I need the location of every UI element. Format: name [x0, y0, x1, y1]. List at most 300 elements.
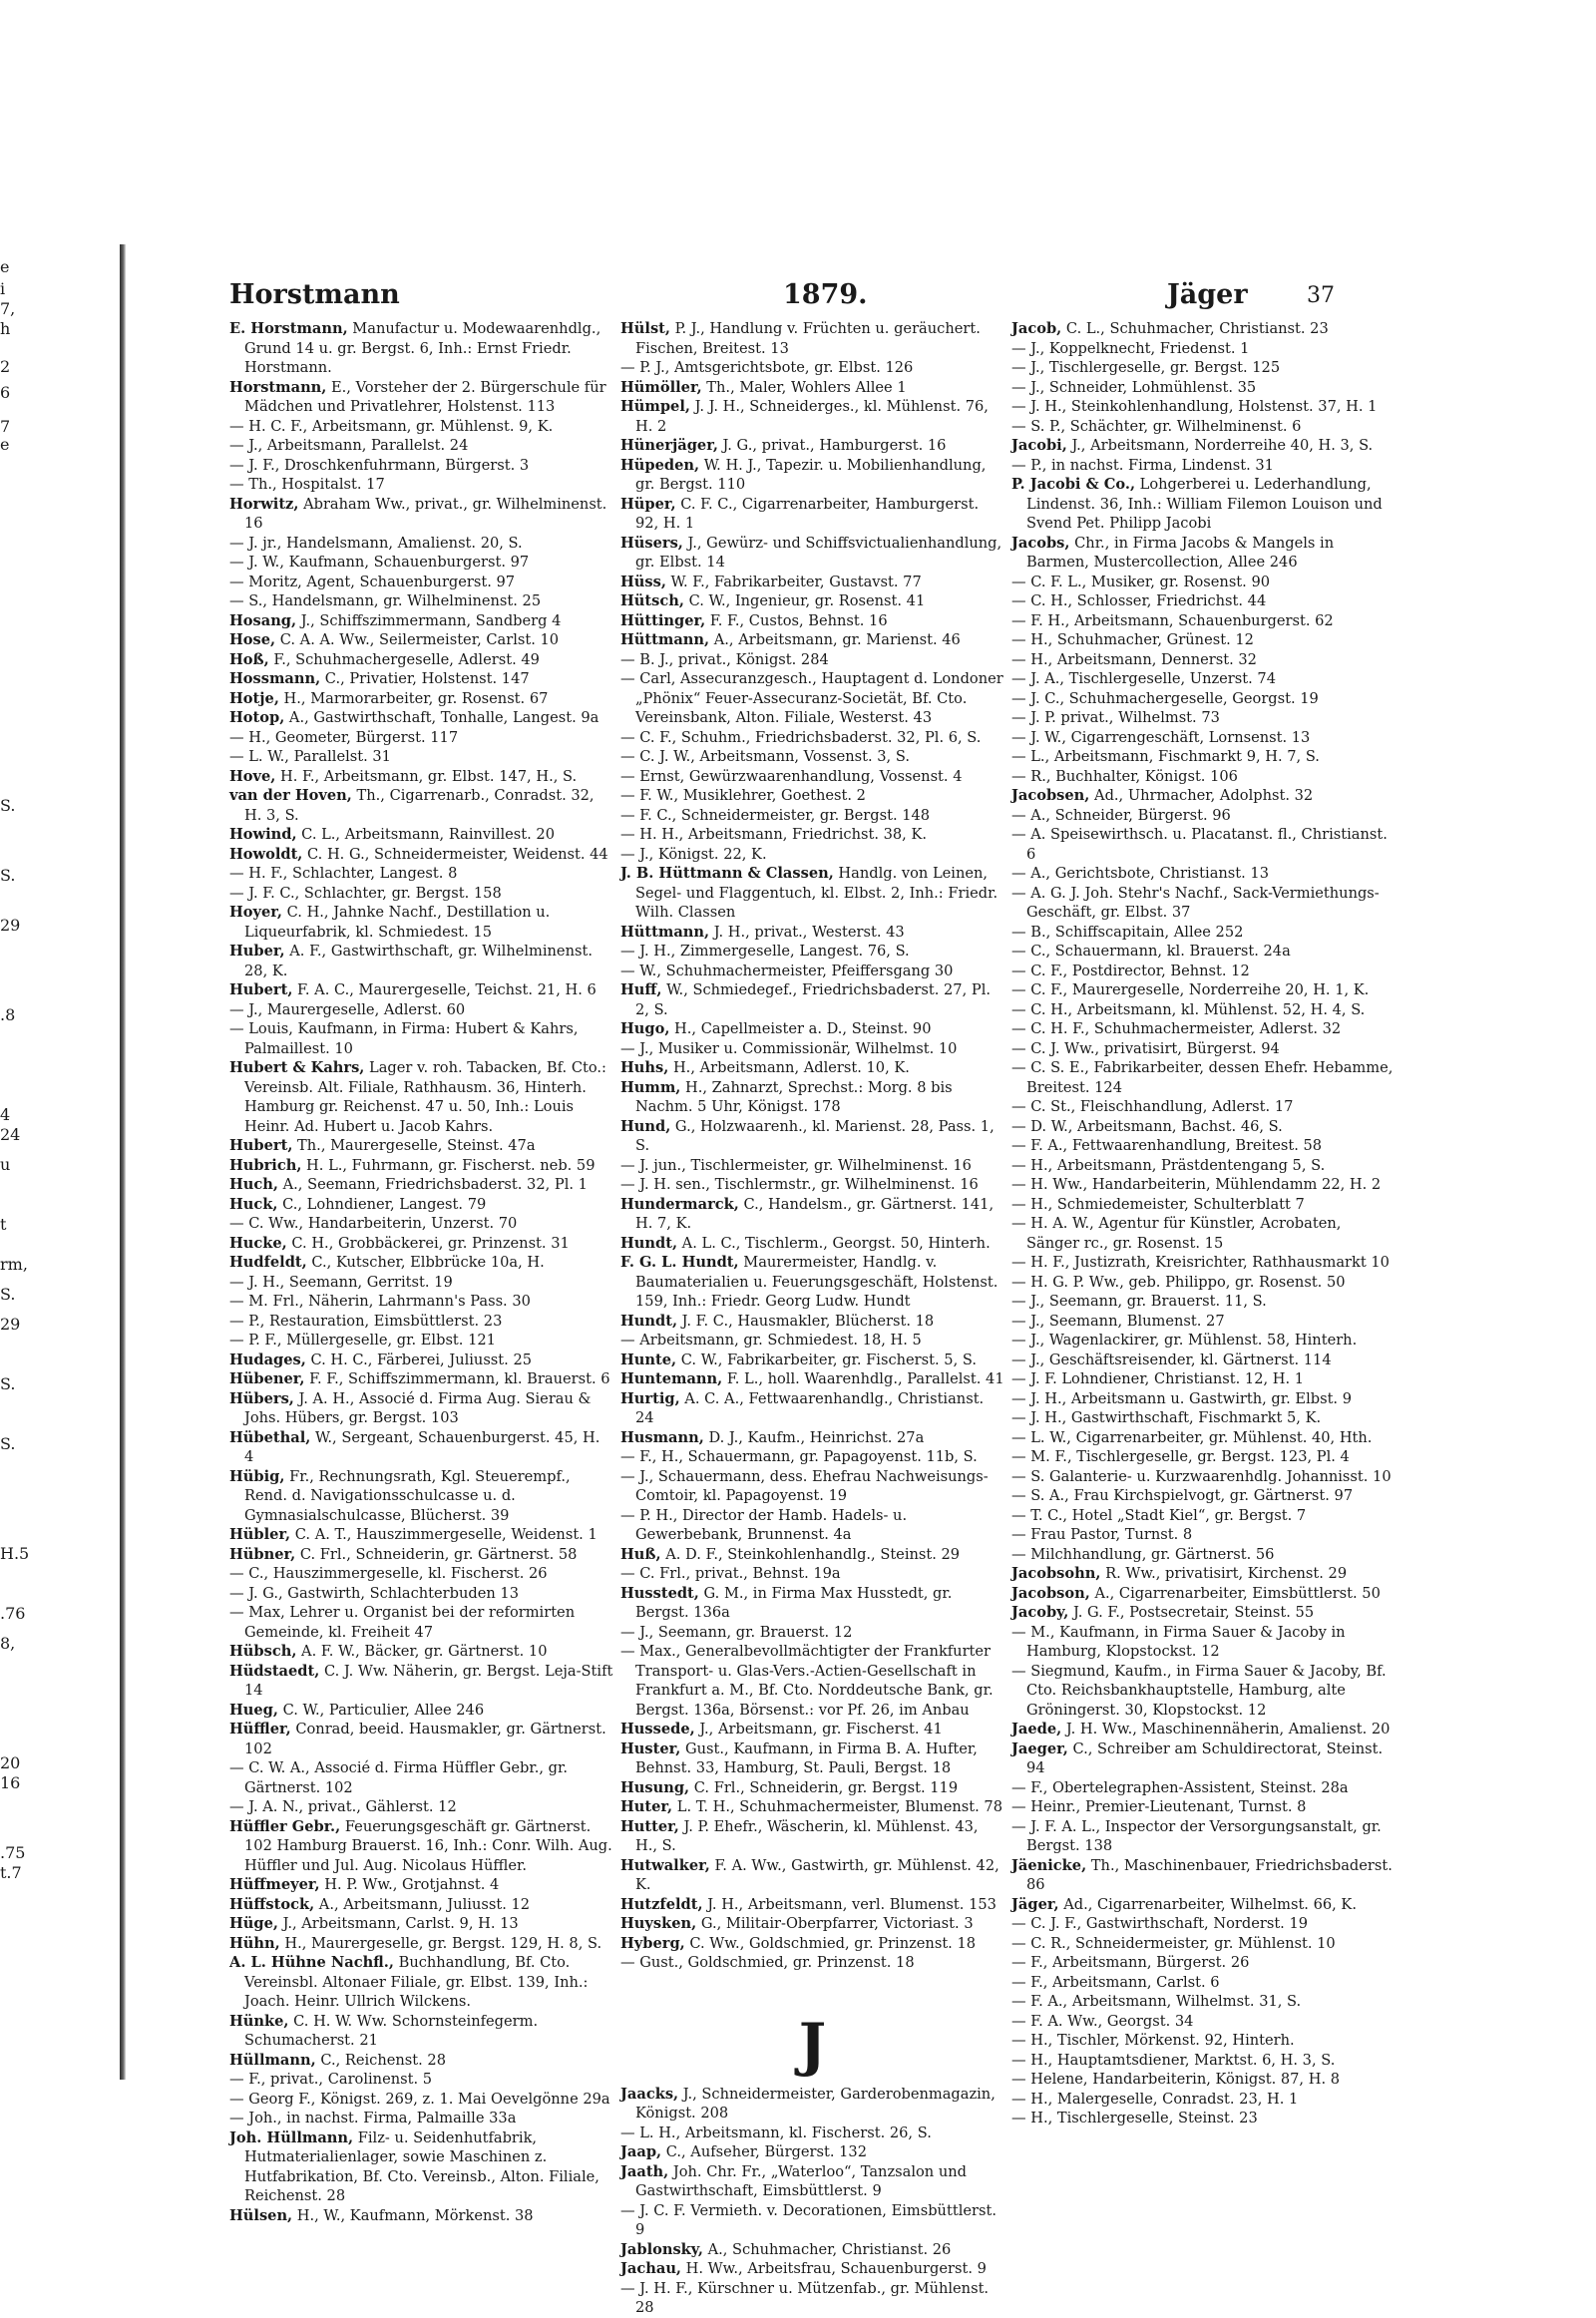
directory-entry [229, 1195, 613, 1215]
entry-details: — J. F. C., Schlachter, gr. Bergst. 158 [229, 884, 502, 902]
margin-fragment: .8 [0, 1005, 16, 1024]
entry-details: A., Seemann, Friedrichsbaderst. 32, Pl. 1 [277, 1176, 588, 1193]
entry-details: C., Lohndiener, Langest. 79 [277, 1195, 487, 1213]
entry-name: Huter, [620, 1798, 673, 1815]
entry-name: Hosang, [229, 611, 297, 629]
directory-entry [1011, 962, 1396, 981]
entry-details: — J. W., Kaufmann, Schauenburgerst. 97 [229, 554, 530, 571]
entry-details: A. F. W., Bäcker, gr. Gärtnerst. 10 [296, 1643, 548, 1660]
entry-details: — H. Ww., Handarbeiterin, Mühlendamm 22, H. 2 [1011, 1176, 1382, 1193]
entry-name: Joh. Hüllmann, [229, 2128, 354, 2146]
entry-details: — F., Obertelegraphen-Assistent, Steinst. 28a [1011, 1778, 1349, 1796]
directory-entry [1011, 1778, 1396, 1798]
directory-entry [229, 903, 613, 942]
directory-entry [620, 591, 1004, 611]
directory-entry [1011, 1623, 1396, 1662]
entry-name: Hundt, [620, 1234, 678, 1252]
entry-name: Hoyer, [229, 904, 282, 921]
entry-details: — J., Koppelknecht, Friedenst. 1 [1011, 339, 1250, 357]
directory-entry [620, 456, 1004, 495]
directory-entry [1011, 1039, 1396, 1059]
entry-name: Jacobsen, [1011, 787, 1090, 804]
directory-entry [229, 1758, 613, 1797]
directory-entry [229, 708, 613, 728]
entry-details: J., Schneidermeister, Garderobenmagazin, Königst. 208 [635, 2085, 996, 2122]
entry-details: W. F., Fabrikarbeiter, Gustavst. 77 [665, 573, 922, 590]
directory-entry [229, 1273, 613, 1293]
entry-name: Jacobi, [1011, 437, 1067, 454]
directory-entry [1011, 1117, 1396, 1137]
directory-entry [1011, 1214, 1396, 1253]
entry-details: — M. Frl., Näherin, Lahrmann's Pass. 30 [229, 1293, 531, 1310]
directory-entry [229, 1934, 613, 1954]
entry-details: — P. H., Director der Hamb. Hadels- u. Gewerbebank, Brunnenst. 4a [620, 1506, 908, 1543]
entry-details: — Th., Hospitalst. 17 [229, 476, 385, 493]
entry-name: Jaede, [1011, 1721, 1062, 1738]
entry-name: Hudages, [229, 1351, 306, 1368]
directory-entry [229, 669, 613, 689]
entry-details: J., Gewürz- und Schiffsvictualienhandlung, gr. Elbst. 14 [635, 534, 1002, 571]
entry-name: Huhs, [620, 1059, 669, 1076]
entry-details: — C., Hauszimmergeselle, kl. Fischerst. 26 [229, 1565, 548, 1582]
entry-details: P. J., Handlung v. Früchten u. geräuchert. Fischen, Breitest. 13 [635, 320, 981, 357]
entry-details: — J., Seemann, Blumenst. 27 [1011, 1312, 1225, 1330]
entry-details: — L. H., Arbeitsmann, kl. Fischerst. 26, S. [620, 2124, 932, 2141]
directory-entry [1011, 378, 1396, 398]
entry-details: — J., Musiker u. Commissionär, Wilhelmst. 10 [620, 1039, 958, 1057]
entry-name: Husung, [620, 1778, 690, 1796]
entry-details: A. F., Gastwirthschaft, gr. Wilhelminenst. 28, K. [244, 943, 593, 979]
entry-details: — H., Tischlergeselle, Steinst. 23 [1011, 2110, 1258, 2126]
directory-entry [620, 1039, 1004, 1059]
entry-details: — J. H., Zimmergeselle, Langest. 76, S. [620, 943, 910, 960]
directory-entry [1011, 942, 1396, 962]
entry-name: Hüffler, [229, 1721, 291, 1738]
directory-entry [229, 2070, 613, 2090]
directory-entry [229, 2206, 613, 2226]
entry-details: J. P. Ehefr., Wäscherin, kl. Mühlenst. 43, H., S. [635, 1817, 979, 1854]
entry-name: Hütsch, [620, 592, 684, 609]
directory-entry [1011, 864, 1396, 884]
entry-details: J. H., Arbeitsmann, verl. Blumenst. 153 [702, 1895, 997, 1913]
entry-details: — J., Geschäftsreisender, kl. Gärtnerst. 114 [1011, 1351, 1332, 1368]
entry-name: P. Jacobi & Co., [1011, 476, 1136, 493]
entry-details: — J. H., Arbeitsmann u. Gastwirth, gr. Elbst. 9 [1011, 1389, 1352, 1407]
directory-column-2 [620, 319, 1004, 2318]
directory-entry [1011, 1934, 1396, 1954]
directory-column-1 [229, 319, 613, 2225]
directory-entry [229, 1019, 613, 1058]
entry-details: — H. F., Schlachter, Langest. 8 [229, 865, 458, 882]
entry-details: — Frau Pastor, Turnst. 8 [1011, 1526, 1193, 1543]
entry-name: Hünke, [229, 2012, 289, 2030]
directory-entry [1011, 1447, 1396, 1467]
directory-entry [229, 767, 613, 787]
entry-name: Hubrich, [229, 1156, 302, 1174]
entry-name: Hüllmann, [229, 2051, 316, 2069]
directory-entry [620, 1778, 1004, 1798]
entry-name: Hund, [620, 1117, 671, 1135]
entry-details: — F. C., Schneidermeister, gr. Bergst. 148 [620, 806, 931, 824]
entry-details: L. T. H., Schuhmachermeister, Blumenst. 78 [672, 1798, 1002, 1815]
directory-entry [620, 2259, 1004, 2279]
entry-details: F. A. Ww., Gastwirth, gr. Mühlenst. 42, K. [635, 1856, 999, 1893]
directory-entry [1011, 397, 1396, 417]
entry-details: F. A. C., Maurergeselle, Teichst. 21, H. 6 [292, 981, 597, 998]
directory-entry [620, 1797, 1004, 1817]
entry-details: J. H., privat., Westerst. 43 [709, 923, 905, 941]
margin-fragment: S. [0, 796, 16, 815]
directory-entry [229, 1292, 613, 1312]
directory-entry [1011, 1351, 1396, 1370]
entry-details: — H., Tischler, Mörkenst. 92, Hinterh. [1011, 2032, 1295, 2049]
entry-details: — C. S. E., Fabrikarbeiter, dessen Ehefr. Hebamme, Breitest. 124 [1011, 1059, 1394, 1096]
entry-details: — H. F., Justizrath, Kreisrichter, Rathhausmarkt 10 [1011, 1254, 1390, 1271]
directory-entry [229, 942, 613, 980]
entry-details: W., Sergeant, Schauenburgerst. 45, H. 4 [244, 1428, 600, 1465]
directory-entry [620, 1195, 1004, 1234]
entry-details: — R., Buchhalter, Königst. 106 [1011, 767, 1238, 785]
margin-fragment: S. [0, 1285, 16, 1304]
directory-entry [620, 358, 1004, 378]
entry-details: J. F. C., Hausmakler, Blücherst. 18 [677, 1312, 935, 1330]
directory-entry [1011, 2109, 1396, 2128]
entry-details: C. L., Arbeitsmann, Rainvillest. 20 [296, 826, 556, 843]
directory-entry [1011, 1312, 1396, 1332]
directory-entry [1011, 1195, 1396, 1215]
directory-entry [620, 864, 1004, 923]
directory-entry [229, 980, 613, 1000]
directory-entry [620, 1058, 1004, 1078]
entry-name: Hubert & Kahrs, [229, 1059, 365, 1076]
entry-details: F., Schuhmachergeselle, Adlerst. 49 [268, 650, 540, 668]
directory-entry [229, 2128, 613, 2206]
entry-name: Hyberg, [620, 1934, 685, 1952]
entry-details: — F. A., Arbeitsmann, Wilhelmst. 31, S. [1011, 1993, 1302, 2010]
directory-entry [1011, 1720, 1396, 1739]
directory-entry [1011, 1739, 1396, 1778]
directory-entry [1011, 1662, 1396, 1721]
directory-entry [1011, 767, 1396, 787]
directory-entry [1011, 1292, 1396, 1312]
entry-details: Ad., Cigarrenarbeiter, Wilhelmst. 66, K. [1058, 1895, 1357, 1913]
margin-fragment: i [0, 279, 6, 298]
directory-entry [620, 747, 1004, 767]
entry-details: G., Holzwaarenh., kl. Marienst. 28, Pass. 1, S. [635, 1117, 995, 1154]
entry-name: Huck, [229, 1195, 278, 1213]
directory-entry [620, 534, 1004, 573]
entry-details: — C. H. F., Schuhmachermeister, Adlerst. 32 [1011, 1020, 1342, 1037]
directory-entry [229, 1136, 613, 1156]
entry-name: Hutter, [620, 1817, 679, 1835]
directory-entry [620, 1506, 1004, 1545]
directory-entry [229, 1312, 613, 1332]
entry-details: — F., Arbeitsmann, Bürgerst. 26 [1011, 1954, 1250, 1971]
directory-entry [620, 2124, 1004, 2143]
margin-fragment: .76 [0, 1604, 26, 1623]
entry-name: Hüttmann, [620, 631, 710, 648]
directory-entry [1011, 417, 1396, 437]
directory-entry [229, 495, 613, 534]
directory-entry [620, 1117, 1004, 1156]
entry-details: — J. C. F. Vermieth. v. Decorationen, Eimsbüttlerst. 9 [620, 2201, 997, 2238]
entry-details: — H., Schmiedemeister, Schulterblatt 7 [1011, 1195, 1305, 1213]
directory-entry [1011, 630, 1396, 650]
directory-entry [1011, 475, 1396, 534]
directory-entry [229, 1701, 613, 1721]
directory-entry [1011, 1273, 1396, 1293]
entry-details: H. P. Ww., Grotjahnst. 4 [319, 1876, 500, 1893]
margin-fragment: 4 [0, 1105, 11, 1124]
directory-entry [229, 1914, 613, 1934]
directory-entry [1011, 1914, 1396, 1934]
entry-details: — Louis, Kaufmann, in Firma: Hubert & Kahrs, Palmaillest. 10 [229, 1020, 579, 1057]
entry-details: — P. J., Amtsgerichtsbote, gr. Elbst. 126 [620, 359, 914, 376]
margin-fragment: t [0, 1215, 7, 1234]
directory-entry [620, 2162, 1004, 2201]
entry-details: — A., Gerichtsbote, Christianst. 13 [1011, 865, 1269, 882]
margin-fragment: H.5 [0, 1544, 30, 1563]
directory-entry [229, 1234, 613, 1254]
directory-entry [620, 1019, 1004, 1039]
entry-name: Jäger, [1011, 1895, 1059, 1913]
directory-entry [229, 1642, 613, 1662]
directory-entry [620, 1953, 1004, 1973]
directory-entry [1011, 1817, 1396, 1856]
entry-details: J. G. F., Postsecretair, Steinst. 55 [1068, 1604, 1315, 1621]
entry-details: C. W., Fabrikarbeiter, gr. Fischerst. 5, S. [676, 1351, 977, 1368]
directory-entry [1011, 923, 1396, 943]
entry-name: Hunte, [620, 1351, 677, 1368]
entry-details: — H. G. P. Ww., geb. Philippo, gr. Rosenst. 50 [1011, 1273, 1346, 1291]
directory-entry [1011, 1973, 1396, 1993]
directory-entry [229, 573, 613, 592]
directory-entry [620, 1078, 1004, 1117]
entry-details: C. Ww., Goldschmied, gr. Prinzenst. 18 [684, 1934, 977, 1952]
entry-name: van der Hoven, [229, 787, 352, 804]
directory-entry [1011, 1253, 1396, 1273]
directory-column-3 [1011, 319, 1396, 2128]
entry-details: Gust., Kaufmann, in Firma B. A. Hufter, Behnst. 33, Hamburg, St. Pauli, Bergst. 18 [635, 1739, 978, 1776]
directory-entry [620, 2085, 1004, 2124]
entry-details: Th., Maurergeselle, Steinst. 47a [292, 1137, 536, 1154]
directory-entry [1011, 1156, 1396, 1176]
entry-details: J. A. H., Associé d. Firma Aug. Sierau & Johs. Hübers, gr. Bergst. 103 [244, 1389, 592, 1426]
directory-entry [620, 669, 1004, 728]
directory-entry [229, 436, 613, 456]
entry-name: Hüffler Gebr., [229, 1817, 341, 1835]
directory-entry [620, 1914, 1004, 1934]
directory-entry [229, 1875, 613, 1895]
directory-entry [1011, 689, 1396, 709]
entry-details: — H., Schuhmacher, Grünest. 12 [1011, 631, 1254, 648]
entry-details: D. J., Kaufm., Heinrichst. 27a [703, 1428, 925, 1446]
margin-fragment: .75 [0, 1843, 26, 1862]
directory-entry [1011, 2051, 1396, 2071]
entry-name: Hussede, [620, 1721, 695, 1738]
directory-entry [229, 2109, 613, 2128]
directory-entry [1011, 1545, 1396, 1565]
entry-details: C., Reichenst. 28 [315, 2051, 446, 2069]
entry-details: Abraham Ww., privat., gr. Wilhelminenst. 16 [244, 495, 607, 532]
directory-entry [229, 1720, 613, 1758]
entry-name: Hurtig, [620, 1389, 680, 1407]
entry-details: — J. A., Tischlergeselle, Unzerst. 74 [1011, 670, 1276, 687]
entry-name: Hübethal, [229, 1428, 311, 1446]
directory-entry [620, 1642, 1004, 1720]
entry-details: — C. J. W., Arbeitsmann, Vossenst. 3, S. [620, 748, 910, 765]
directory-entry [1011, 2090, 1396, 2110]
entry-details: — P., in nachst. Firma, Lindenst. 31 [1011, 456, 1274, 474]
directory-entry [1011, 1992, 1396, 2012]
directory-entry [229, 1603, 613, 1642]
entry-details: — J., Wagenlackirer, gr. Mühlenst. 58, Hinterh. [1011, 1332, 1358, 1349]
directory-entry [229, 1000, 613, 1020]
directory-entry [1011, 1097, 1396, 1117]
entry-details: — A. Speisewirthsch. u. Placatanst. fl., Christianst. 6 [1011, 826, 1388, 863]
entry-details: H. F., Arbeitsmann, gr. Elbst. 147, H., S. [275, 767, 578, 785]
directory-entry [1011, 1136, 1396, 1156]
entry-details: — Max, Lehrer u. Organist bei der reformirten Gemeinde, kl. Freiheit 47 [229, 1604, 576, 1641]
entry-details: C., Privatier, Holstenst. 147 [320, 670, 530, 687]
directory-entry [620, 573, 1004, 592]
entry-name: Jacobsohn, [1011, 1565, 1101, 1582]
entry-details: J. J. H., Schneiderges., kl. Mühlenst. 76, H. 2 [635, 398, 989, 435]
entry-details: — J. H., Seemann, Gerritst. 19 [229, 1273, 453, 1291]
entry-details: — F., privat., Carolinenst. 5 [229, 2071, 433, 2088]
entry-details: — J. F. Lohndiener, Christianst. 12, H. 1 [1011, 1370, 1305, 1387]
directory-entry [229, 1953, 613, 2012]
directory-entry [620, 806, 1004, 826]
directory-entry [1011, 650, 1396, 670]
directory-entry [229, 1214, 613, 1234]
entry-details: — P. F., Müllergeselle, gr. Elbst. 121 [229, 1332, 496, 1349]
entry-details: C. F. C., Cigarrenarbeiter, Hamburgerst. 92, H. 1 [635, 495, 980, 532]
directory-entry [229, 747, 613, 767]
directory-entry [620, 1312, 1004, 1332]
margin-fragment: 6 [0, 383, 11, 402]
directory-entry [229, 1156, 613, 1176]
entry-details: — C. F. L., Musiker, gr. Rosenst. 90 [1011, 573, 1271, 590]
entry-name: Hose, [229, 631, 276, 648]
directory-entry [620, 2142, 1004, 2162]
margin-fragment: 16 [0, 1773, 21, 1792]
entry-details: J. H. Ww., Maschinennäherin, Amalienst. 20 [1061, 1721, 1391, 1738]
margin-fragment: e [0, 435, 10, 454]
directory-entry [620, 319, 1004, 358]
entry-details: — Heinr., Premier-Lieutenant, Turnst. 8 [1011, 1798, 1307, 1815]
entry-name: Hühn, [229, 1934, 280, 1952]
entry-name: Huber, [229, 943, 285, 960]
entry-details: — J., Seemann, gr. Brauerst. 11, S. [1011, 1293, 1267, 1310]
entry-details: G., Militair-Oberpfarrer, Victoriast. 3 [696, 1915, 974, 1932]
directory-entry [229, 1351, 613, 1370]
header-left-keyword: Horstmann [229, 279, 400, 310]
entry-details: C., Aufseher, Bürgerst. 132 [661, 2143, 868, 2160]
directory-entry [229, 1895, 613, 1915]
entry-name: Hossmann, [229, 670, 321, 687]
entry-name: Hüpeden, [620, 456, 700, 474]
margin-fragment: 2 [0, 357, 11, 376]
directory-entry [620, 1369, 1004, 1389]
entry-details: — L., Arbeitsmann, Fischmarkt 9, H. 7, S. [1011, 748, 1320, 765]
entry-details: C. A. T., Hauszimmergeselle, Weidenst. 1 [290, 1526, 598, 1543]
entry-details: — J. jr., Handelsmann, Amalienst. 20, S. [229, 534, 523, 552]
entry-details: — J. jun., Tischlermeister, gr. Wilhelminenst. 16 [620, 1156, 972, 1174]
entry-name: Huff, [620, 981, 662, 998]
directory-entry [1011, 980, 1396, 1000]
entry-details: H., Marmorarbeiter, gr. Rosenst. 67 [278, 689, 549, 707]
entry-name: Hüper, [620, 495, 676, 513]
entry-details: J., Arbeitsmann, Carlst. 9, H. 13 [277, 1915, 519, 1932]
directory-entry [229, 1369, 613, 1389]
entry-details: F. F., Schiffszimmermann, kl. Brauerst. 6 [304, 1370, 610, 1387]
directory-entry [1011, 534, 1396, 573]
directory-entry [620, 1739, 1004, 1778]
directory-entry [1011, 358, 1396, 378]
directory-entry [620, 1156, 1004, 1176]
margin-fragment: 7 [0, 417, 11, 436]
entry-details: Feuerungsgeschäft gr. Gärtnerst. 102 Hamburg Brauerst. 16, Inh.: Conr. Wilh. Aug. Hüffler und Jul. Aug. Nicolaus Hüffler. [244, 1817, 612, 1874]
directory-entry [229, 1428, 613, 1467]
directory-entry [1011, 1953, 1396, 1973]
entry-details: Manufactur u. Modewaarenhdlg., Grund 14 u. gr. Bergst. 6, Inh.: Ernst Friedr. Horstmann. [244, 320, 601, 376]
entry-name: Hugo, [620, 1020, 670, 1037]
directory-entry [229, 417, 613, 437]
entry-name: Huster, [620, 1739, 681, 1757]
entry-details: — F., H., Schauermann, gr. Papagoyenst. 11b, S. [620, 1448, 978, 1465]
entry-details: — S., Handelsmann, gr. Wilhelminenst. 25 [229, 592, 542, 609]
directory-entry [620, 1331, 1004, 1351]
directory-entry [620, 1253, 1004, 1312]
entry-details: A. D. F., Steinkohlenhandlg., Steinst. 29 [660, 1545, 961, 1563]
directory-entry [620, 1234, 1004, 1254]
entry-details: — Milchhandlung, gr. Gärtnerst. 56 [1011, 1545, 1275, 1563]
margin-fragment: rm, [0, 1255, 28, 1274]
entry-name: Hübers, [229, 1389, 294, 1407]
entry-details: — Ernst, Gewürzwaarenhandlung, Vossenst. 4 [620, 767, 963, 785]
entry-details: — Arbeitsmann, gr. Schmiedest. 18, H. 5 [620, 1332, 922, 1349]
entry-details: — H., Arbeitsmann, Dennerst. 32 [1011, 650, 1257, 668]
entry-details: H., Capellmeister a. D., Steinst. 90 [669, 1020, 932, 1037]
entry-details: — S. P., Schächter, gr. Wilhelminenst. 6 [1011, 417, 1302, 435]
directory-entry [1011, 728, 1396, 748]
entry-name: Howoldt, [229, 845, 303, 863]
entry-details: — B., Schiffscapitain, Allee 252 [1011, 923, 1244, 941]
entry-name: Hubert, [229, 1137, 293, 1154]
entry-details: Lager v. roh. Tabacken, Bf. Cto.: Vereinsb. Alt. Filiale, Rathhausm. 36, Hinterh. Hamburg gr. Reichenst. 47 u. 50, Inh.: Louis Heinr. Ad. Hubert u. Jacob Kahrs. [244, 1059, 606, 1135]
entry-details: — B. J., privat., Königst. 284 [620, 650, 829, 668]
directory-entry [1011, 1000, 1396, 1020]
directory-entry [620, 923, 1004, 943]
directory-entry [1011, 1564, 1396, 1584]
entry-details: Fr., Rechnungsrath, Kgl. Steuerempf., Rend. d. Navigationsschulcasse u. d. Gymnasialschulcasse, Blücherst. 39 [244, 1467, 571, 1524]
entry-details: F. L., holl. Waarenhdlg., Parallelst. 41 [722, 1370, 1004, 1387]
directory-entry [620, 962, 1004, 981]
entry-details: Th., Cigarrenarb., Conradst. 32, H. 3, S. [244, 787, 595, 824]
directory-entry [620, 942, 1004, 962]
directory-entry [229, 1467, 613, 1526]
entry-name: Hundt, [620, 1312, 678, 1330]
entry-name: Hüttinger, [620, 611, 706, 629]
entry-details: — Joh., in nachst. Firma, Palmaille 33a [229, 2110, 517, 2126]
entry-details: — M., Kaufmann, in Firma Sauer & Jacoby in Hamburg, Klopstockst. 12 [1011, 1623, 1346, 1660]
entry-details: C., Kutscher, Elbbrücke 10a, H. [306, 1254, 545, 1271]
entry-details: — J., Seemann, gr. Brauerst. 12 [620, 1623, 853, 1641]
directory-entry [620, 397, 1004, 436]
directory-entry [229, 1253, 613, 1273]
entry-name: Jablonsky, [620, 2240, 703, 2258]
